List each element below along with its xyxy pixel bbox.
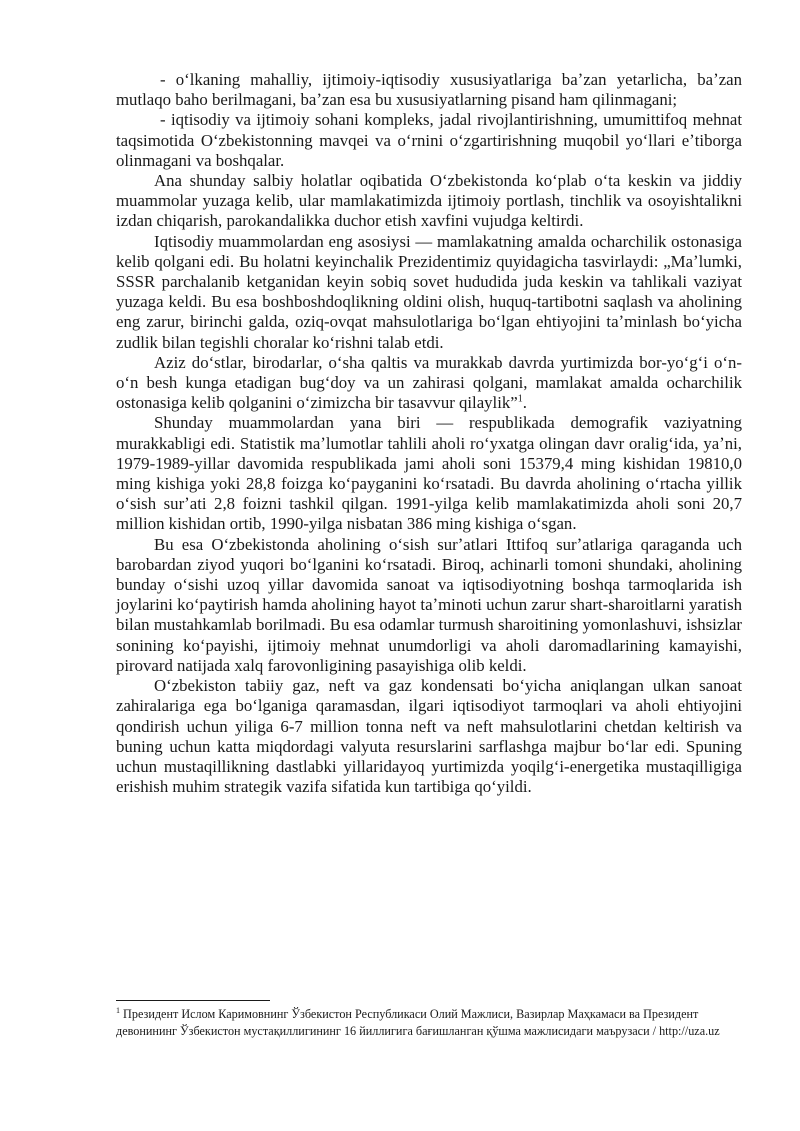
- footnote: [116, 1006, 742, 1040]
- body-text: [116, 70, 742, 797]
- paragraph-5-text: Aziz doʻstlar, birodarlar, oʻsha qaltis va murakkab davrda yurtimizda bor-yoʻgʻi oʻn-oʻn besh kunga etadigan bugʻdoy va un zahirasi qolgani, mamlakat amalda ocharchilik ostonasiga kelib qolganini oʻzimizcha bir tasavvur qilaylik”: [116, 352, 742, 413]
- paragraph-3: Ana shunday salbiy holatlar oqibatida Oʻzbekistonda koʻplab oʻta keskin va jiddiy muammolar yuzaga kelib, ular mamlakatimizda ijtimoiy portlash, tinchlik va osoyishtalikni izdan chiqarish, parokandalikka duchor etish xavfini vujudga keltirdi.: [116, 171, 742, 231]
- paragraph-4: Iqtisodiy muammolardan eng asosiysi — mamlakatning amalda ocharchilik ostonasiga kelib qolgani edi. Bu holatni keyinchalik Prezidentimiz quyidagicha tasvirlaydi: „Maʼlumki, SSSR parchalanib ketganidan keyin sobiq sovet hududida juda keskin va tahlikali vaziyat yuzaga keldi. Bu esa boshboshdoqlikning oldini olish, huquq-tartibotni saqlash va aholining eng zarur, birinchi galda, oziq-ovqat mahsulotlariga boʻlgan ehtiyojini taʼminlash boʻyicha zudlik bilan tegishli choralar koʻrishni talab etdi.: [116, 231, 742, 352]
- paragraph-6: Shunday muammolardan yana biri — respublikada demografik vaziyatning murakkabligi edi. Statistik maʼlumotlar tahlili aholi roʻyxatga olingan davr oraligʻida, yaʼni, 1979-1989-yillar davomida respublikada jami aholi soni 15379,4 ming kishidan 19810,0 ming kishiga yoki 28,8 foizga koʻpayganini koʻrsatadi. Bu davrda aholining oʻrtacha yillik oʻsish surʼati 2,8 foizni tashkil qilgan. 1991-yilga kelib mamlakatimizda aholi soni 20,7 million kishidan ortib, 1990-yilga nisbatan 386 ming kishiga oʻsgan.: [116, 413, 742, 534]
- footnote-text: Президент Ислом Каримовнинг Ўзбекистон Республикаси Олий Мажлиси, Вазирлар Маҳкамаси ва Президент девонининг Ўзбекистон мустақиллигининг 16 йиллигига бағишланган қўшма мажлисидаги маърузаси / http://uza.uz: [116, 1007, 720, 1038]
- footnote-marker: 1: [116, 1005, 120, 1015]
- paragraph-bullet-1: - oʻlkaning mahalliy, ijtimoiy-iqtisodiy xususiyatlariga baʼzan yetarlicha, baʼzan mutlaqo baho berilmagani, baʼzan esa bu xususiyatlarning pisand ham qilinmagani;: [116, 70, 742, 110]
- paragraph-7: Bu esa Oʻzbekistonda aholining oʻsish surʼatlari Ittifoq surʼatlariga qaraganda uch barobardan ziyod yuqori boʻlganini koʻrsatadi. Biroq, achinarli tomoni shundaki, aholining bunday oʻsishi uzoq yillar davomida sanoat va iqtisodiyotning boshqa tarmoqlarida ish joylarini koʻpaytirish hamda aholining hayot taʼminoti uchun zarur shart-sharoitlarni yaratish bilan mustahkamlab borilmadi. Bu esa odamlar turmush sharoitining yomonlashuvi, ishsizlar sonining koʻpayishi, ijtimoiy mehnat unumdorligi va aholi daromadlarining kamayishi, pirovard natijada xalq farovonligining pasayishiga olib keldi.: [116, 534, 742, 675]
- footnote-divider: [116, 1000, 270, 1001]
- paragraph-5: Aziz doʻstlar, birodarlar, oʻsha qaltis va murakkab davrda yurtimizda bor-yoʻgʻi oʻn-oʻn besh kunga etadigan bugʻdoy va un zahirasi qolgani, mamlakat amalda ocharchilik ostonasiga kelib qolganini oʻzimizcha bir tasavvur qilaylik”$^1$.: [116, 352, 742, 413]
- footnote-reference: 1: [517, 393, 523, 405]
- paragraph-bullet-2: - iqtisodiy va ijtimoiy sohani kompleks, jadal rivojlantirishning, umumittifoq mehnat taqsimotida Oʻzbekistonning mavqei va oʻrnini oʻzgartirishning muqobil yoʻllari eʼtiborga olinmagani va boshqalar.: [116, 110, 742, 170]
- paragraph-8: Oʻzbekiston tabiiy gaz, neft va gaz kondensati boʻyicha aniqlangan ulkan sanoat zahiralariga ega boʻlganiga qaramasdan, ilgari iqtisodiyot tarmoqlari va aholi ehtiyojini qondirish uchun yiliga 6-7 million tonna neft va neft mahsulotlarini chetdan keltirish va buning uchun katta miqdordagi valyuta resurslarini sarflashga majbur boʻlar edi. Spuning uchun mustaqillikning dastlabki yillaridayoq yurtimizda yoqilgʻi-energetika mustaqilligiga erishish muhim strategik vazifa sifatida kun tartibiga qoʻyildi.: [116, 676, 742, 797]
